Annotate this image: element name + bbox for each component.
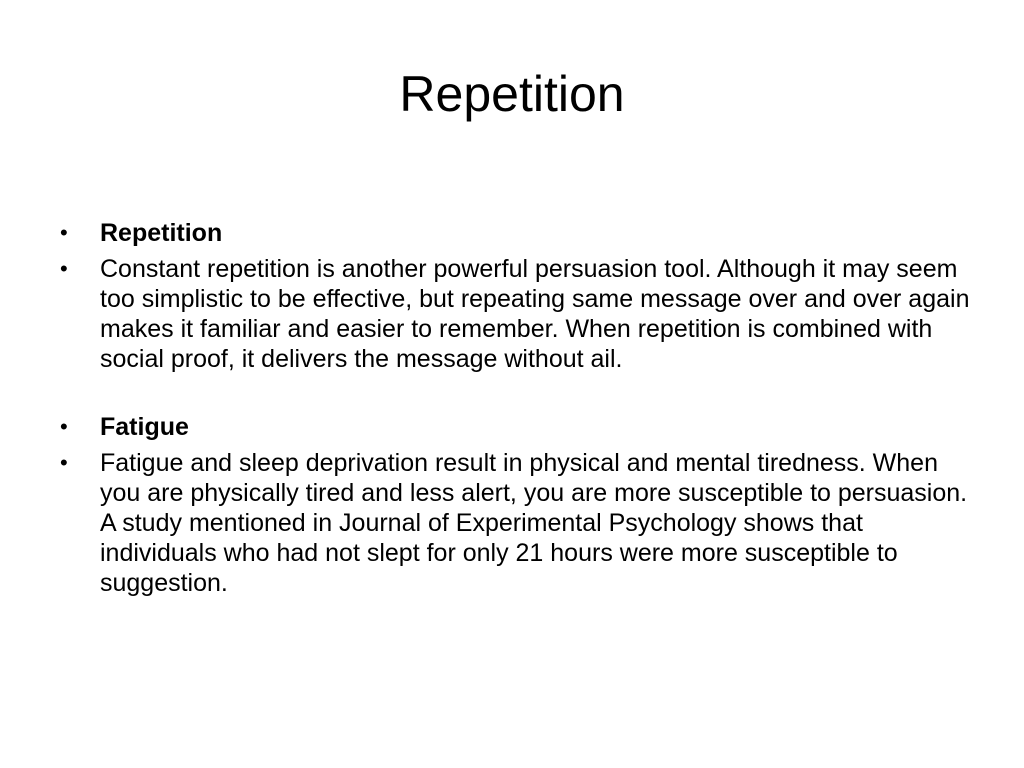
- bullet-dot-icon: •: [60, 414, 68, 439]
- bullet-body-fatigue: [60, 448, 970, 598]
- bullet-body-repetition: [60, 254, 970, 374]
- bullet-list: [60, 218, 970, 604]
- bullet-body-text: Constant repetition is another powerful persuasion tool. Although it may seem too simplistic to be effective, but repeating same message over and over again makes it familiar and easier to remember. When repetition is combined with social proof, it delivers the message without ail.: [100, 255, 970, 373]
- bullet-body-text: Fatigue and sleep deprivation result in physical and mental tiredness. When you are physically tired and less alert, you are more susceptible to persuasion. A study mentioned in Journal of Experimental Psychology shows that individuals who had not slept for only 21 hours were more susceptible to suggestion.: [100, 449, 968, 597]
- bullet-heading-text: Repetition: [100, 219, 223, 247]
- slide-title: Repetition: [399, 66, 625, 122]
- bullet-dot-icon: •: [60, 256, 68, 281]
- bullet-heading-text: Fatigue: [100, 413, 189, 441]
- bullet-dot-icon: •: [60, 450, 68, 475]
- bullet-heading-fatigue: [60, 412, 970, 442]
- bullet-dot-icon: •: [60, 220, 68, 245]
- bullet-heading-repetition: [60, 218, 970, 248]
